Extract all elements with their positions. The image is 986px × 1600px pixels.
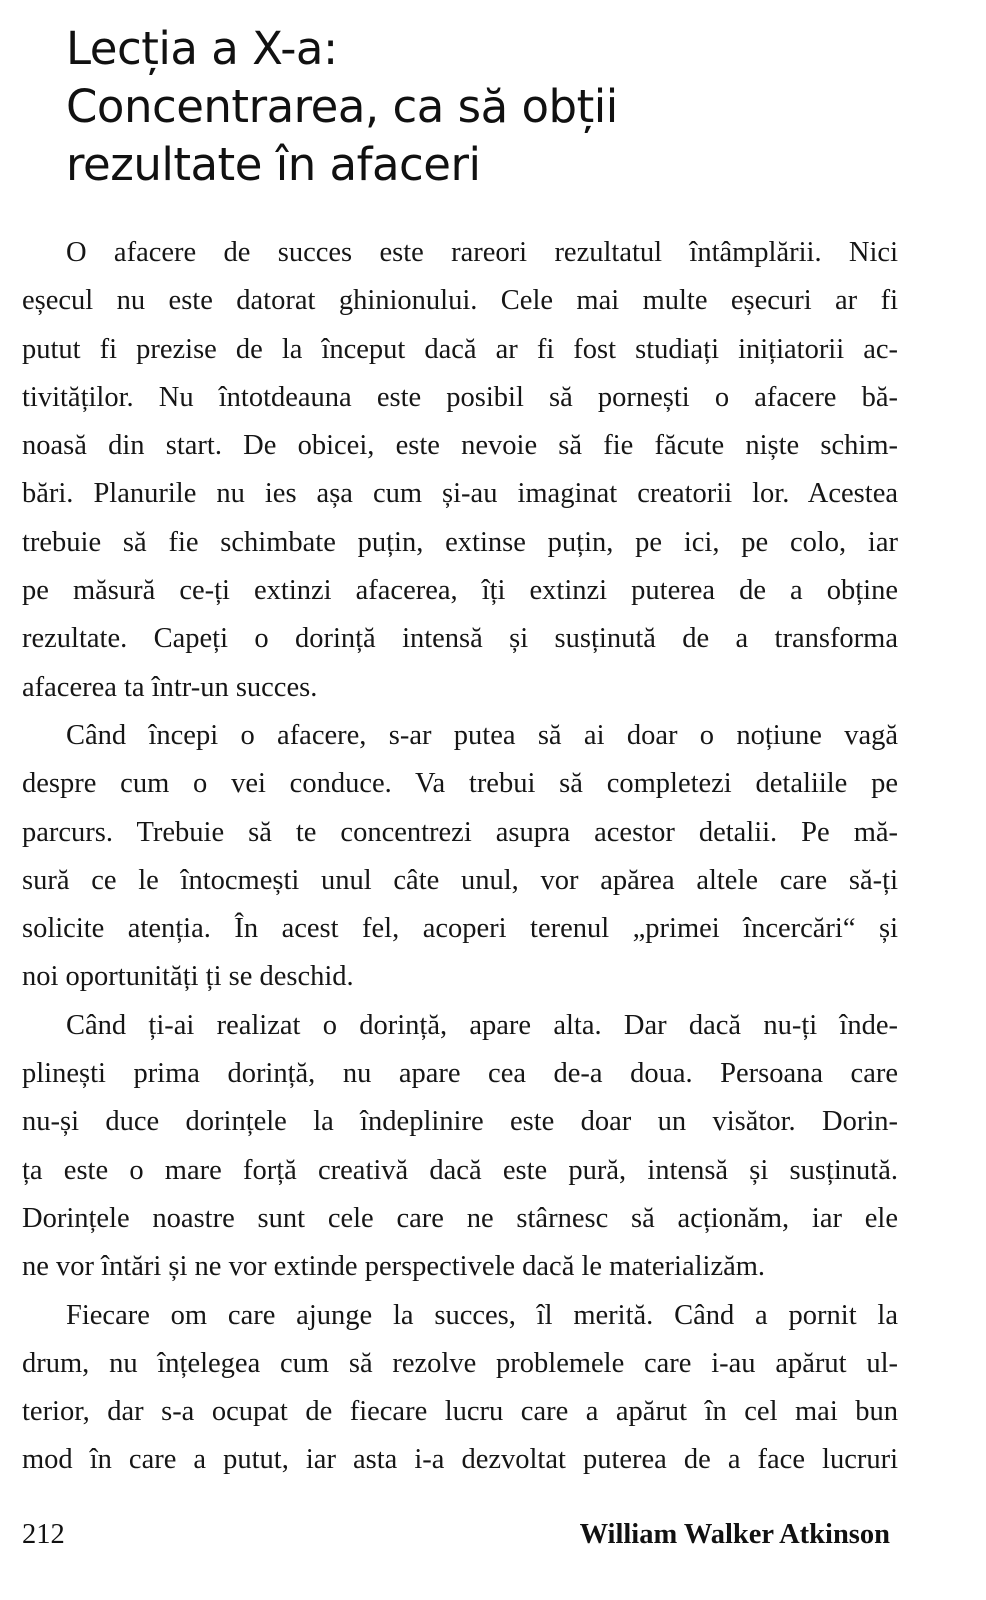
paragraph-line: plinești prima dorință, nu apare cea de-a doua. Persoana care bbox=[22, 1058, 898, 1090]
body-text bbox=[22, 229, 898, 1485]
chapter-title-line: Lecția a X-a: bbox=[66, 22, 338, 75]
paragraph-line: O afacere de succes este rareori rezultatul întâmplării. Nici bbox=[66, 237, 898, 268]
paragraph-line: eșecul nu este datorat ghinionului. Cele mai multe eșecuri ar fi bbox=[22, 285, 898, 317]
paragraph-line: solicite atenția. În acest fel, acoperi terenul „primei încercări“ și bbox=[22, 913, 898, 945]
paragraph-line: ne vor întări și ne vor extinde perspectivele dacă le materializăm. bbox=[22, 1251, 766, 1283]
paragraph bbox=[22, 1002, 898, 1292]
chapter-title-line: Concentrarea, ca să obții bbox=[66, 80, 618, 133]
paragraph-line: ța este o mare forță creativă dacă este pură, intensă și susținută. bbox=[22, 1154, 898, 1186]
paragraph-line: parcurs. Trebuie să te concentrezi asupra acestor detalii. Pe mă- bbox=[22, 816, 898, 848]
chapter-title-line: rezultate în afaceri bbox=[66, 138, 481, 191]
paragraph-line: terior, dar s-a ocupat de fiecare lucru care a apărut în cel mai bun bbox=[22, 1396, 898, 1428]
paragraph-line: Dorințele noastre sunt cele care ne stârnesc să acționăm, iar ele bbox=[22, 1202, 898, 1234]
paragraph-line: noi oportunități ți se deschid. bbox=[22, 961, 354, 993]
paragraph bbox=[22, 1292, 898, 1485]
paragraph-line: despre cum o vei conduce. Va trebui să completezi detaliile pe bbox=[22, 768, 898, 800]
paragraph bbox=[22, 712, 898, 1002]
paragraph-line: rezultate. Capeți o dorință intensă și susținută de a transforma bbox=[22, 623, 898, 655]
paragraph-line: Fiecare om care ajunge la succes, îl merită. Când a pornit la bbox=[66, 1299, 898, 1331]
chapter-title bbox=[66, 20, 618, 194]
paragraph-line: Când începi o afacere, s-ar putea să ai doar o noțiune vagă bbox=[66, 719, 898, 751]
paragraph-line: tivităților. Nu întotdeauna este posibil să pornești o afacere bă- bbox=[22, 381, 898, 413]
paragraph-line: drum, nu înțelegea cum să rezolve problemele care i-au apărut ul- bbox=[22, 1347, 898, 1379]
paragraph-line: nu-și duce dorințele la îndeplinire este doar un visător. Dorin- bbox=[22, 1106, 898, 1138]
running-footer-author: William Walker Atkinson bbox=[579, 1519, 890, 1550]
paragraph-line: trebuie să fie schimbate puțin, extinse puțin, pe ici, pe colo, iar bbox=[22, 526, 898, 558]
page-number: 212 bbox=[22, 1519, 65, 1550]
paragraph-line: noasă din start. De obicei, este nevoie să fie făcute niște schim- bbox=[22, 430, 898, 462]
paragraph-line: sură ce le întocmești unul câte unul, vor apărea altele care să-ți bbox=[22, 864, 898, 896]
paragraph-line: bări. Planurile nu ies așa cum și-au imaginat creatorii lor. Acestea bbox=[22, 478, 898, 510]
paragraph bbox=[22, 229, 898, 712]
paragraph-line: Când ți-ai realizat o dorință, apare alta. Dar dacă nu-ți înde- bbox=[66, 1009, 898, 1041]
paragraph-line: mod în care a putut, iar asta i-a dezvoltat puterea de a face lucruri bbox=[22, 1444, 898, 1476]
page-footer bbox=[22, 1515, 890, 1555]
paragraph-line: afacerea ta într-un succes. bbox=[22, 671, 318, 703]
paragraph-line: putut fi prezise de la început dacă ar fi fost studiați inițiatorii ac- bbox=[22, 333, 898, 365]
paragraph-line: pe măsură ce-ți extinzi afacerea, îți extinzi puterea de a obține bbox=[22, 575, 898, 607]
